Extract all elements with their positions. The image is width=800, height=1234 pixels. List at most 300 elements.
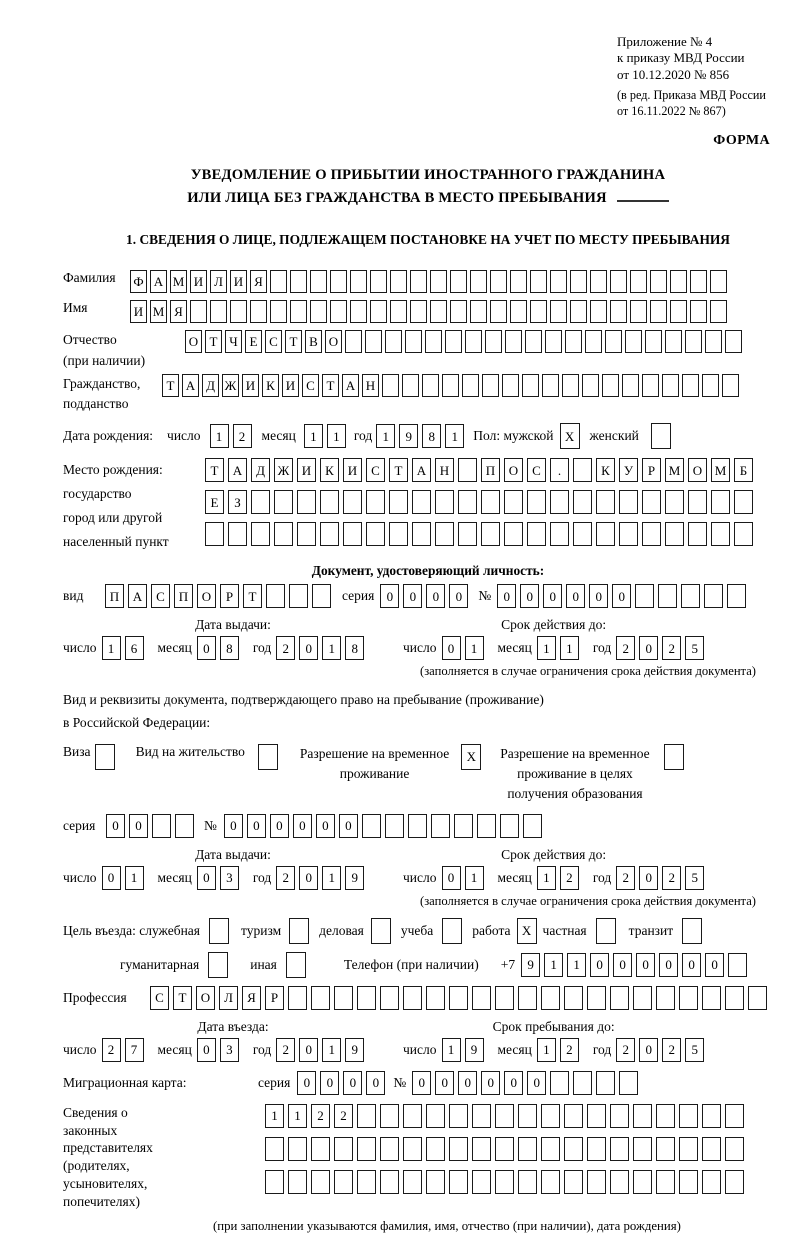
char-cell[interactable]: 0 [106, 814, 125, 838]
char-cell[interactable] [705, 330, 722, 353]
char-cell[interactable] [495, 1137, 514, 1161]
char-cell[interactable]: X [461, 744, 481, 770]
char-cell[interactable] [610, 300, 627, 323]
char-cell[interactable] [570, 300, 587, 323]
char-cell[interactable] [481, 522, 500, 546]
char-cell[interactable] [564, 1104, 583, 1128]
char-cell[interactable]: 0 [589, 584, 608, 608]
char-cell[interactable] [320, 490, 339, 514]
char-cell[interactable] [510, 300, 527, 323]
char-cell[interactable]: 2 [276, 866, 295, 890]
char-cell[interactable] [402, 374, 419, 397]
char-cell[interactable] [265, 1137, 284, 1161]
char-cell[interactable] [490, 270, 507, 293]
char-cell[interactable]: 0 [442, 866, 461, 890]
char-cell[interactable] [541, 1104, 560, 1128]
char-cell[interactable] [380, 1170, 399, 1194]
char-cell[interactable] [656, 1170, 675, 1194]
char-cell[interactable] [290, 270, 307, 293]
char-cell[interactable] [550, 490, 569, 514]
char-cell[interactable] [389, 522, 408, 546]
char-cell[interactable]: Т [173, 986, 192, 1010]
char-cell[interactable] [596, 522, 615, 546]
char-cell[interactable] [590, 270, 607, 293]
char-cell[interactable]: И [343, 458, 362, 482]
char-cell[interactable] [550, 1071, 569, 1095]
char-cell[interactable]: 2 [276, 1038, 295, 1062]
char-cell[interactable] [619, 1071, 638, 1095]
char-cell[interactable]: 1 [442, 1038, 461, 1062]
char-cell[interactable] [610, 1170, 629, 1194]
char-cell[interactable] [725, 1137, 744, 1161]
char-cell[interactable]: 1 [327, 424, 346, 448]
char-cell[interactable]: 1 [465, 866, 484, 890]
char-cell[interactable] [472, 1104, 491, 1128]
char-cell[interactable] [679, 986, 698, 1010]
char-cell[interactable]: 2 [311, 1104, 330, 1128]
char-cell[interactable]: 0 [520, 584, 539, 608]
char-cell[interactable]: Л [219, 986, 238, 1010]
char-cell[interactable] [725, 1104, 744, 1128]
char-cell[interactable] [426, 1137, 445, 1161]
char-cell[interactable] [725, 986, 744, 1010]
char-cell[interactable] [502, 374, 519, 397]
char-cell[interactable] [711, 522, 730, 546]
char-cell[interactable] [449, 1170, 468, 1194]
char-cell[interactable] [625, 330, 642, 353]
char-cell[interactable] [710, 270, 727, 293]
char-cell[interactable] [334, 986, 353, 1010]
char-cell[interactable] [426, 986, 445, 1010]
char-cell[interactable] [289, 918, 309, 944]
char-cell[interactable]: 1 [322, 866, 341, 890]
char-cell[interactable] [449, 986, 468, 1010]
char-cell[interactable]: И [230, 270, 247, 293]
char-cell[interactable] [286, 952, 306, 978]
char-cell[interactable]: 7 [125, 1038, 144, 1062]
char-cell[interactable] [310, 270, 327, 293]
char-cell[interactable]: 1 [537, 1038, 556, 1062]
char-cell[interactable]: Ж [222, 374, 239, 397]
char-cell[interactable] [209, 918, 229, 944]
char-cell[interactable] [408, 814, 427, 838]
char-cell[interactable] [504, 490, 523, 514]
char-cell[interactable]: 1 [102, 636, 121, 660]
char-cell[interactable] [582, 374, 599, 397]
char-cell[interactable]: 0 [639, 866, 658, 890]
char-cell[interactable]: С [151, 584, 170, 608]
char-cell[interactable]: 2 [616, 636, 635, 660]
char-cell[interactable]: 2 [276, 636, 295, 660]
char-cell[interactable] [619, 490, 638, 514]
char-cell[interactable]: Н [435, 458, 454, 482]
char-cell[interactable]: 0 [403, 584, 422, 608]
char-cell[interactable] [258, 744, 278, 770]
char-cell[interactable]: 2 [560, 1038, 579, 1062]
char-cell[interactable]: 0 [682, 953, 701, 977]
char-cell[interactable] [380, 1137, 399, 1161]
char-cell[interactable] [410, 270, 427, 293]
char-cell[interactable]: О [688, 458, 707, 482]
char-cell[interactable] [679, 1104, 698, 1128]
char-cell[interactable] [454, 814, 473, 838]
char-cell[interactable] [405, 330, 422, 353]
char-cell[interactable] [541, 986, 560, 1010]
char-cell[interactable] [679, 1137, 698, 1161]
char-cell[interactable] [311, 986, 330, 1010]
char-cell[interactable] [472, 1137, 491, 1161]
char-cell[interactable] [710, 300, 727, 323]
char-cell[interactable] [596, 490, 615, 514]
char-cell[interactable] [334, 1137, 353, 1161]
char-cell[interactable] [527, 490, 546, 514]
char-cell[interactable] [585, 330, 602, 353]
char-cell[interactable] [505, 330, 522, 353]
char-cell[interactable] [472, 1170, 491, 1194]
char-cell[interactable] [290, 300, 307, 323]
char-cell[interactable]: О [185, 330, 202, 353]
char-cell[interactable]: 2 [662, 866, 681, 890]
char-cell[interactable]: 9 [399, 424, 418, 448]
char-cell[interactable]: 2 [616, 866, 635, 890]
char-cell[interactable]: 1 [304, 424, 323, 448]
char-cell[interactable]: 1 [465, 636, 484, 660]
char-cell[interactable] [645, 330, 662, 353]
char-cell[interactable]: 1 [376, 424, 395, 448]
char-cell[interactable] [265, 1170, 284, 1194]
char-cell[interactable]: М [711, 458, 730, 482]
char-cell[interactable] [485, 330, 502, 353]
char-cell[interactable] [458, 490, 477, 514]
char-cell[interactable] [274, 522, 293, 546]
char-cell[interactable] [385, 330, 402, 353]
char-cell[interactable] [573, 522, 592, 546]
char-cell[interactable]: О [325, 330, 342, 353]
char-cell[interactable] [431, 814, 450, 838]
char-cell[interactable]: 0 [412, 1071, 431, 1095]
char-cell[interactable] [320, 522, 339, 546]
char-cell[interactable] [366, 490, 385, 514]
char-cell[interactable]: 0 [343, 1071, 362, 1095]
char-cell[interactable]: 0 [339, 814, 358, 838]
char-cell[interactable] [152, 814, 171, 838]
char-cell[interactable]: Ж [274, 458, 293, 482]
char-cell[interactable]: 1 [265, 1104, 284, 1128]
char-cell[interactable] [288, 986, 307, 1010]
char-cell[interactable] [633, 1104, 652, 1128]
char-cell[interactable]: Я [242, 986, 261, 1010]
char-cell[interactable] [366, 522, 385, 546]
char-cell[interactable]: Е [205, 490, 224, 514]
char-cell[interactable] [722, 374, 739, 397]
char-cell[interactable] [622, 374, 639, 397]
char-cell[interactable] [510, 270, 527, 293]
char-cell[interactable] [205, 522, 224, 546]
char-cell[interactable]: 0 [442, 636, 461, 660]
char-cell[interactable]: 2 [616, 1038, 635, 1062]
char-cell[interactable]: А [182, 374, 199, 397]
char-cell[interactable] [635, 584, 654, 608]
char-cell[interactable]: 2 [102, 1038, 121, 1062]
char-cell[interactable] [564, 986, 583, 1010]
char-cell[interactable] [445, 330, 462, 353]
char-cell[interactable]: 1 [445, 424, 464, 448]
char-cell[interactable]: 0 [224, 814, 243, 838]
char-cell[interactable]: 0 [435, 1071, 454, 1095]
char-cell[interactable]: 1 [537, 866, 556, 890]
char-cell[interactable] [610, 1137, 629, 1161]
char-cell[interactable]: И [282, 374, 299, 397]
char-cell[interactable]: 1 [567, 953, 586, 977]
char-cell[interactable] [587, 1170, 606, 1194]
char-cell[interactable] [430, 300, 447, 323]
char-cell[interactable] [564, 1170, 583, 1194]
char-cell[interactable]: 0 [299, 866, 318, 890]
char-cell[interactable]: С [150, 986, 169, 1010]
char-cell[interactable] [385, 814, 404, 838]
char-cell[interactable] [550, 522, 569, 546]
char-cell[interactable] [518, 1170, 537, 1194]
char-cell[interactable] [518, 986, 537, 1010]
char-cell[interactable]: М [150, 300, 167, 323]
char-cell[interactable]: 0 [197, 636, 216, 660]
char-cell[interactable] [541, 1137, 560, 1161]
char-cell[interactable]: Д [251, 458, 270, 482]
char-cell[interactable] [656, 986, 675, 1010]
char-cell[interactable] [410, 300, 427, 323]
char-cell[interactable] [266, 584, 285, 608]
char-cell[interactable]: Н [362, 374, 379, 397]
char-cell[interactable]: Я [250, 270, 267, 293]
char-cell[interactable] [650, 300, 667, 323]
char-cell[interactable]: 0 [316, 814, 335, 838]
char-cell[interactable] [685, 330, 702, 353]
char-cell[interactable] [330, 300, 347, 323]
char-cell[interactable] [702, 1104, 721, 1128]
char-cell[interactable]: К [320, 458, 339, 482]
char-cell[interactable] [573, 1071, 592, 1095]
char-cell[interactable]: Р [642, 458, 661, 482]
char-cell[interactable] [702, 1137, 721, 1161]
char-cell[interactable] [311, 1170, 330, 1194]
char-cell[interactable]: X [517, 918, 537, 944]
char-cell[interactable] [630, 300, 647, 323]
char-cell[interactable]: 9 [521, 953, 540, 977]
char-cell[interactable] [518, 1104, 537, 1128]
char-cell[interactable]: . [550, 458, 569, 482]
char-cell[interactable]: 0 [299, 636, 318, 660]
char-cell[interactable] [426, 1104, 445, 1128]
char-cell[interactable]: 0 [636, 953, 655, 977]
char-cell[interactable] [458, 458, 477, 482]
char-cell[interactable]: 0 [270, 814, 289, 838]
char-cell[interactable]: М [665, 458, 684, 482]
char-cell[interactable] [642, 490, 661, 514]
char-cell[interactable] [564, 1137, 583, 1161]
char-cell[interactable] [175, 814, 194, 838]
char-cell[interactable] [343, 490, 362, 514]
char-cell[interactable] [350, 300, 367, 323]
char-cell[interactable] [449, 1104, 468, 1128]
char-cell[interactable] [403, 986, 422, 1010]
char-cell[interactable]: Б [734, 458, 753, 482]
char-cell[interactable] [357, 1137, 376, 1161]
char-cell[interactable] [412, 522, 431, 546]
char-cell[interactable] [482, 374, 499, 397]
char-cell[interactable]: С [527, 458, 546, 482]
char-cell[interactable] [550, 300, 567, 323]
char-cell[interactable] [190, 300, 207, 323]
char-cell[interactable]: 1 [125, 866, 144, 890]
char-cell[interactable] [665, 490, 684, 514]
char-cell[interactable]: С [265, 330, 282, 353]
char-cell[interactable] [545, 330, 562, 353]
char-cell[interactable] [462, 374, 479, 397]
char-cell[interactable] [725, 330, 742, 353]
char-cell[interactable]: 0 [366, 1071, 385, 1095]
char-cell[interactable]: 0 [297, 1071, 316, 1095]
char-cell[interactable] [442, 918, 462, 944]
char-cell[interactable] [633, 1137, 652, 1161]
char-cell[interactable] [565, 330, 582, 353]
char-cell[interactable] [365, 330, 382, 353]
char-cell[interactable] [334, 1170, 353, 1194]
char-cell[interactable]: Т [162, 374, 179, 397]
char-cell[interactable]: 9 [465, 1038, 484, 1062]
char-cell[interactable] [630, 270, 647, 293]
char-cell[interactable]: И [297, 458, 316, 482]
char-cell[interactable]: У [619, 458, 638, 482]
char-cell[interactable] [477, 814, 496, 838]
char-cell[interactable] [380, 1104, 399, 1128]
char-cell[interactable] [590, 300, 607, 323]
char-cell[interactable]: 0 [129, 814, 148, 838]
char-cell[interactable] [435, 490, 454, 514]
char-cell[interactable] [362, 814, 381, 838]
char-cell[interactable] [500, 814, 519, 838]
char-cell[interactable]: С [366, 458, 385, 482]
char-cell[interactable]: 1 [560, 636, 579, 660]
char-cell[interactable]: Д [202, 374, 219, 397]
char-cell[interactable] [390, 270, 407, 293]
char-cell[interactable] [665, 330, 682, 353]
char-cell[interactable] [725, 1170, 744, 1194]
char-cell[interactable]: В [305, 330, 322, 353]
char-cell[interactable] [665, 522, 684, 546]
char-cell[interactable]: А [228, 458, 247, 482]
char-cell[interactable] [688, 490, 707, 514]
char-cell[interactable] [435, 522, 454, 546]
char-cell[interactable]: 8 [345, 636, 364, 660]
char-cell[interactable] [357, 986, 376, 1010]
char-cell[interactable] [688, 522, 707, 546]
char-cell[interactable] [573, 458, 592, 482]
char-cell[interactable]: С [302, 374, 319, 397]
char-cell[interactable] [550, 270, 567, 293]
char-cell[interactable] [382, 374, 399, 397]
char-cell[interactable] [450, 300, 467, 323]
char-cell[interactable] [403, 1137, 422, 1161]
char-cell[interactable] [651, 423, 671, 449]
char-cell[interactable]: Т [285, 330, 302, 353]
char-cell[interactable]: 0 [197, 1038, 216, 1062]
char-cell[interactable] [704, 584, 723, 608]
char-cell[interactable] [633, 1170, 652, 1194]
char-cell[interactable]: 8 [422, 424, 441, 448]
char-cell[interactable]: 0 [659, 953, 678, 977]
char-cell[interactable] [541, 1170, 560, 1194]
char-cell[interactable]: 0 [613, 953, 632, 977]
char-cell[interactable]: 3 [220, 1038, 239, 1062]
char-cell[interactable] [430, 270, 447, 293]
char-cell[interactable] [371, 918, 391, 944]
char-cell[interactable] [679, 1170, 698, 1194]
char-cell[interactable]: И [242, 374, 259, 397]
char-cell[interactable] [403, 1170, 422, 1194]
char-cell[interactable]: О [197, 584, 216, 608]
char-cell[interactable]: З [228, 490, 247, 514]
char-cell[interactable] [570, 270, 587, 293]
char-cell[interactable]: 0 [481, 1071, 500, 1095]
char-cell[interactable] [389, 490, 408, 514]
char-cell[interactable] [681, 584, 700, 608]
char-cell[interactable] [470, 300, 487, 323]
char-cell[interactable] [702, 1170, 721, 1194]
char-cell[interactable] [312, 584, 331, 608]
char-cell[interactable] [523, 814, 542, 838]
char-cell[interactable] [210, 300, 227, 323]
char-cell[interactable] [573, 490, 592, 514]
char-cell[interactable] [619, 522, 638, 546]
char-cell[interactable] [587, 986, 606, 1010]
char-cell[interactable] [472, 986, 491, 1010]
char-cell[interactable] [702, 986, 721, 1010]
char-cell[interactable]: Т [205, 330, 222, 353]
char-cell[interactable]: 0 [497, 584, 516, 608]
char-cell[interactable]: А [128, 584, 147, 608]
char-cell[interactable]: 5 [685, 636, 704, 660]
char-cell[interactable] [425, 330, 442, 353]
char-cell[interactable] [270, 300, 287, 323]
char-cell[interactable] [670, 300, 687, 323]
char-cell[interactable] [412, 490, 431, 514]
char-cell[interactable]: 0 [639, 1038, 658, 1062]
char-cell[interactable]: 0 [612, 584, 631, 608]
char-cell[interactable] [596, 1071, 615, 1095]
char-cell[interactable] [728, 953, 747, 977]
char-cell[interactable] [230, 300, 247, 323]
char-cell[interactable] [288, 1170, 307, 1194]
char-cell[interactable]: 0 [293, 814, 312, 838]
char-cell[interactable] [370, 270, 387, 293]
char-cell[interactable] [228, 522, 247, 546]
char-cell[interactable]: 0 [458, 1071, 477, 1095]
char-cell[interactable]: 2 [334, 1104, 353, 1128]
char-cell[interactable]: 0 [102, 866, 121, 890]
char-cell[interactable]: Т [322, 374, 339, 397]
char-cell[interactable] [495, 986, 514, 1010]
char-cell[interactable] [426, 1170, 445, 1194]
char-cell[interactable] [605, 330, 622, 353]
char-cell[interactable]: 9 [345, 1038, 364, 1062]
char-cell[interactable]: Т [205, 458, 224, 482]
char-cell[interactable] [343, 522, 362, 546]
char-cell[interactable] [465, 330, 482, 353]
char-cell[interactable] [274, 490, 293, 514]
char-cell[interactable] [350, 270, 367, 293]
char-cell[interactable]: X [560, 423, 580, 449]
char-cell[interactable] [662, 374, 679, 397]
